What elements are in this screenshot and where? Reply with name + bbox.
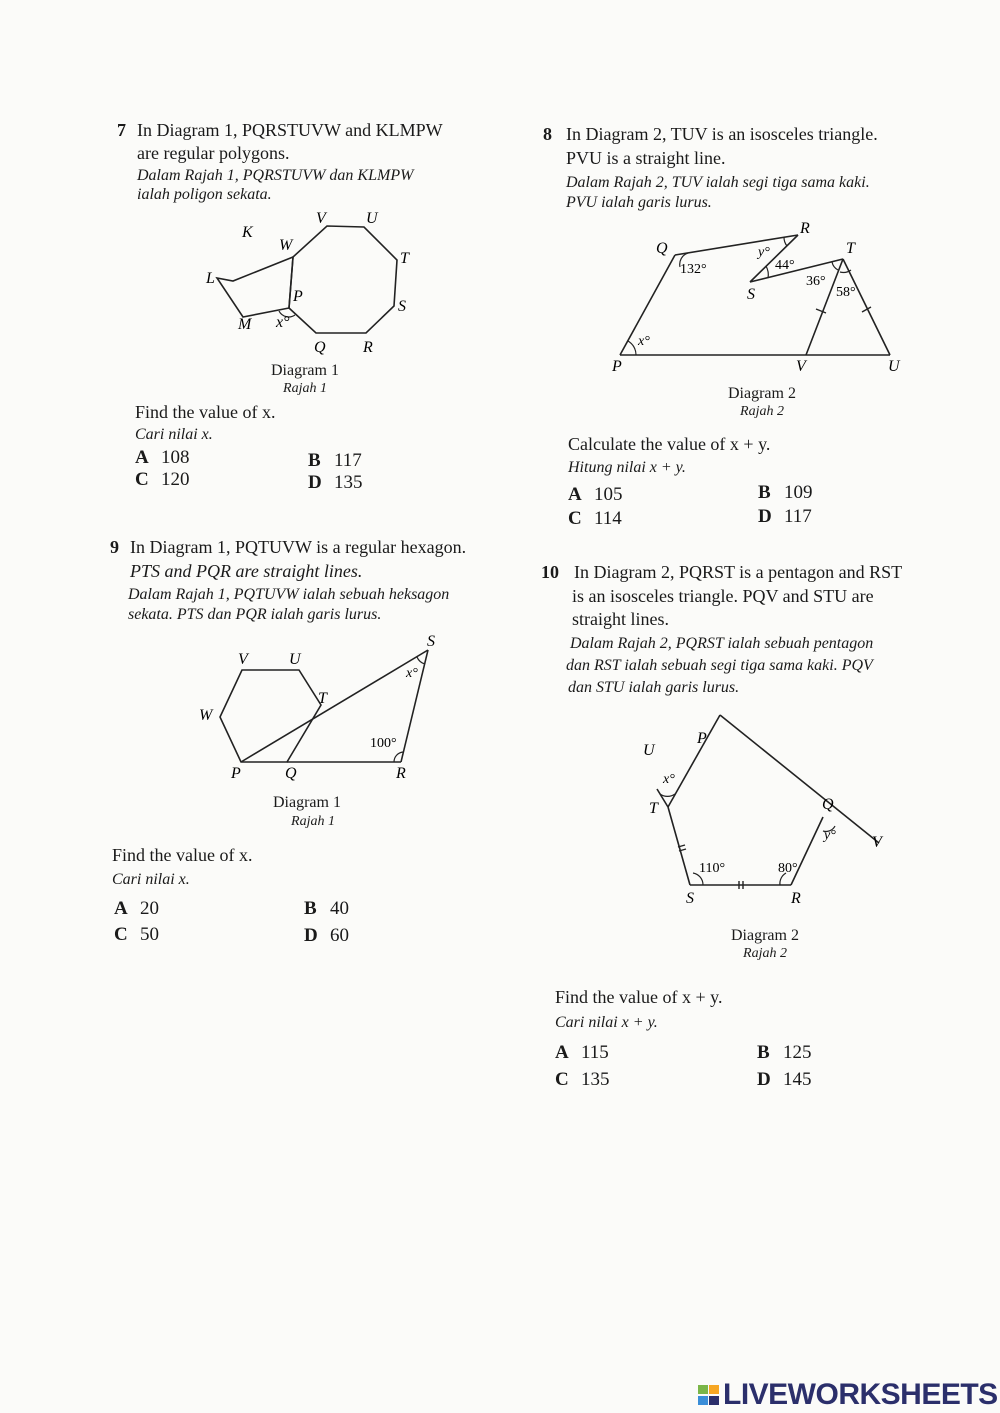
option-c[interactable] [135, 469, 190, 491]
option-key: D [304, 925, 318, 946]
label-R: R [396, 765, 406, 782]
option-a[interactable] [555, 1042, 609, 1064]
option-key: D [757, 1069, 771, 1090]
liveworksheets-logo [698, 1378, 998, 1412]
liveworksheets-grid-icon [698, 1383, 720, 1407]
label-S: S [427, 633, 435, 650]
option-value: 60 [330, 925, 349, 946]
label-S: S [747, 286, 755, 303]
diagram-1-hexagon [190, 630, 450, 790]
label-T: T [846, 240, 855, 257]
option-c[interactable] [555, 1069, 610, 1091]
label-U: U [888, 358, 900, 375]
option-b[interactable] [758, 482, 813, 504]
question-text-my: Dalam Rajah 2, TUV ialah segi tiga sama kaki. [566, 174, 870, 191]
angle-36-label: 36° [806, 274, 826, 289]
question-number: 10 [541, 562, 559, 582]
diagram-caption: Diagram 1 [271, 362, 339, 379]
prompt-my: Cari nilai x. [135, 426, 213, 443]
label-P: P [293, 288, 303, 305]
option-value: 115 [581, 1042, 609, 1063]
angle-y-label: y° [758, 245, 770, 260]
option-key: A [568, 484, 582, 505]
angle-y-label: y° [824, 828, 836, 843]
label-V: V [238, 651, 248, 668]
question-text-my: Dalam Rajah 2, PQRST ialah sebuah pentagon [570, 635, 874, 652]
question-text-en: are regular polygons. [137, 143, 290, 163]
option-value: 108 [161, 447, 190, 468]
option-key: A [135, 447, 149, 468]
label-U: U [366, 210, 378, 227]
prompt-en: Find the value of x. [112, 845, 253, 865]
question-text-my: PVU ialah garis lurus. [566, 194, 712, 211]
prompt-my: Cari nilai x + y. [555, 1014, 658, 1031]
question-text-en: In Diagram 2, TUV is an isosceles triangle. [566, 124, 878, 144]
label-T: T [400, 250, 409, 267]
option-a[interactable] [135, 447, 190, 469]
question-text-my: sekata. PTS dan PQR ialah garis lurus. [128, 606, 382, 623]
diagram-caption-my: Rajah 1 [283, 381, 327, 396]
label-U: U [643, 742, 655, 759]
question-text-my: dan STU ialah garis lurus. [568, 679, 740, 696]
option-value: 135 [581, 1069, 610, 1090]
option-value: 135 [334, 472, 363, 493]
label-K: K [242, 224, 253, 241]
option-c[interactable] [568, 508, 622, 530]
question-text-my: dan RST ialah sebuah segi tiga sama kaki. PQV [566, 657, 873, 674]
option-d[interactable] [757, 1069, 812, 1091]
label-V: V [316, 210, 326, 227]
label-Q: Q [822, 796, 834, 813]
option-a[interactable] [114, 898, 159, 920]
option-value: 109 [784, 482, 813, 503]
option-key: B [758, 482, 771, 503]
question-text-en: In Diagram 1, PQRSTUVW and KLMPW [137, 120, 443, 140]
option-value: 125 [783, 1042, 812, 1063]
angle-80-label: 80° [778, 861, 798, 876]
question-text-en: straight lines. [572, 609, 669, 629]
diagram-caption: Diagram 2 [731, 927, 799, 944]
question-number: 7 [117, 120, 126, 140]
option-value: 50 [140, 924, 159, 945]
question-text-my: ialah poligon sekata. [137, 186, 272, 203]
diagram-caption-my: Rajah 1 [291, 814, 335, 829]
question-text-my: Dalam Rajah 1, PQTUVW ialah sebuah heksagon [128, 586, 450, 603]
angle-x-label: x° [638, 334, 650, 349]
option-c[interactable] [114, 924, 159, 946]
option-b[interactable] [757, 1042, 812, 1064]
diagram-2-isosceles [600, 215, 920, 385]
option-a[interactable] [568, 484, 623, 506]
option-key: A [555, 1042, 569, 1063]
option-d[interactable] [304, 925, 349, 947]
angle-x-label: x° [406, 666, 418, 681]
option-value: 40 [330, 898, 349, 919]
label-U: U [289, 651, 301, 668]
option-key: B [308, 450, 321, 471]
angle-110-label: 110° [699, 861, 726, 876]
diagram-2-pentagon [635, 705, 895, 915]
option-key: C [135, 469, 149, 490]
prompt-en: Find the value of x. [135, 402, 276, 422]
question-text-my: Dalam Rajah 1, PQRSTUVW dan KLMPW [137, 167, 414, 184]
option-value: 145 [783, 1069, 812, 1090]
option-key: C [568, 508, 582, 529]
option-key: B [304, 898, 317, 919]
angle-58-label: 58° [836, 285, 856, 300]
label-T: T [649, 800, 658, 817]
option-key: C [555, 1069, 569, 1090]
label-R: R [800, 220, 810, 237]
option-value: 105 [594, 484, 623, 505]
label-R: R [363, 339, 373, 355]
option-b[interactable] [308, 450, 362, 472]
label-V: V [796, 358, 806, 375]
option-key: D [758, 506, 772, 527]
label-Q: Q [656, 240, 668, 257]
option-key: D [308, 472, 322, 493]
label-M: M [238, 316, 252, 333]
option-key: A [114, 898, 128, 919]
label-P: P [697, 730, 707, 747]
angle-100-label: 100° [370, 736, 397, 751]
option-b[interactable] [304, 898, 349, 920]
angle-x-label: x° [276, 314, 290, 331]
label-T: T [318, 690, 327, 707]
label-L: L [206, 270, 215, 287]
question-text-en: In Diagram 2, PQRST is a pentagon and RST [574, 562, 903, 582]
brand-name: LIVEWORKSHEETS [723, 1378, 998, 1411]
label-Q: Q [314, 339, 326, 355]
label-W: W [199, 707, 213, 724]
label-R: R [791, 890, 801, 907]
label-Q: Q [285, 765, 297, 782]
label-V: V [872, 834, 882, 851]
diagram-caption: Diagram 1 [273, 794, 341, 811]
option-key: B [757, 1042, 770, 1063]
prompt-en: Calculate the value of x + y. [568, 434, 771, 454]
angle-132-label: 132° [680, 262, 707, 277]
label-S: S [686, 890, 694, 907]
question-text-en: PTS and PQR are straight lines. [130, 561, 363, 581]
label-W: W [279, 237, 293, 254]
diagram-caption-my: Rajah 2 [740, 404, 784, 419]
prompt-my: Hitung nilai x + y. [568, 459, 686, 476]
diagram-1-polygons [195, 205, 435, 355]
angle-x-label: x° [663, 772, 675, 787]
prompt-my: Cari nilai x. [112, 871, 190, 888]
option-value: 20 [140, 898, 159, 919]
option-key: C [114, 924, 128, 945]
question-number: 9 [110, 537, 119, 557]
option-d[interactable] [308, 472, 363, 494]
option-value: 120 [161, 469, 190, 490]
question-text-en: is an isosceles triangle. PQV and STU are [572, 586, 874, 606]
label-P: P [231, 765, 241, 782]
label-P: P [612, 358, 622, 375]
question-text-en: PVU is a straight line. [566, 148, 726, 168]
question-text-en: In Diagram 1, PQTUVW is a regular hexagon. [130, 537, 467, 557]
angle-44-label: 44° [775, 258, 795, 273]
diagram-caption-my: Rajah 2 [743, 946, 787, 961]
option-value: 114 [594, 508, 622, 529]
option-value: 117 [784, 506, 812, 527]
diagram-caption: Diagram 2 [728, 385, 796, 402]
option-value: 117 [334, 450, 362, 471]
label-S: S [398, 298, 406, 315]
prompt-en: Find the value of x + y. [555, 987, 723, 1007]
question-number: 8 [543, 124, 552, 144]
option-d[interactable] [758, 506, 812, 528]
